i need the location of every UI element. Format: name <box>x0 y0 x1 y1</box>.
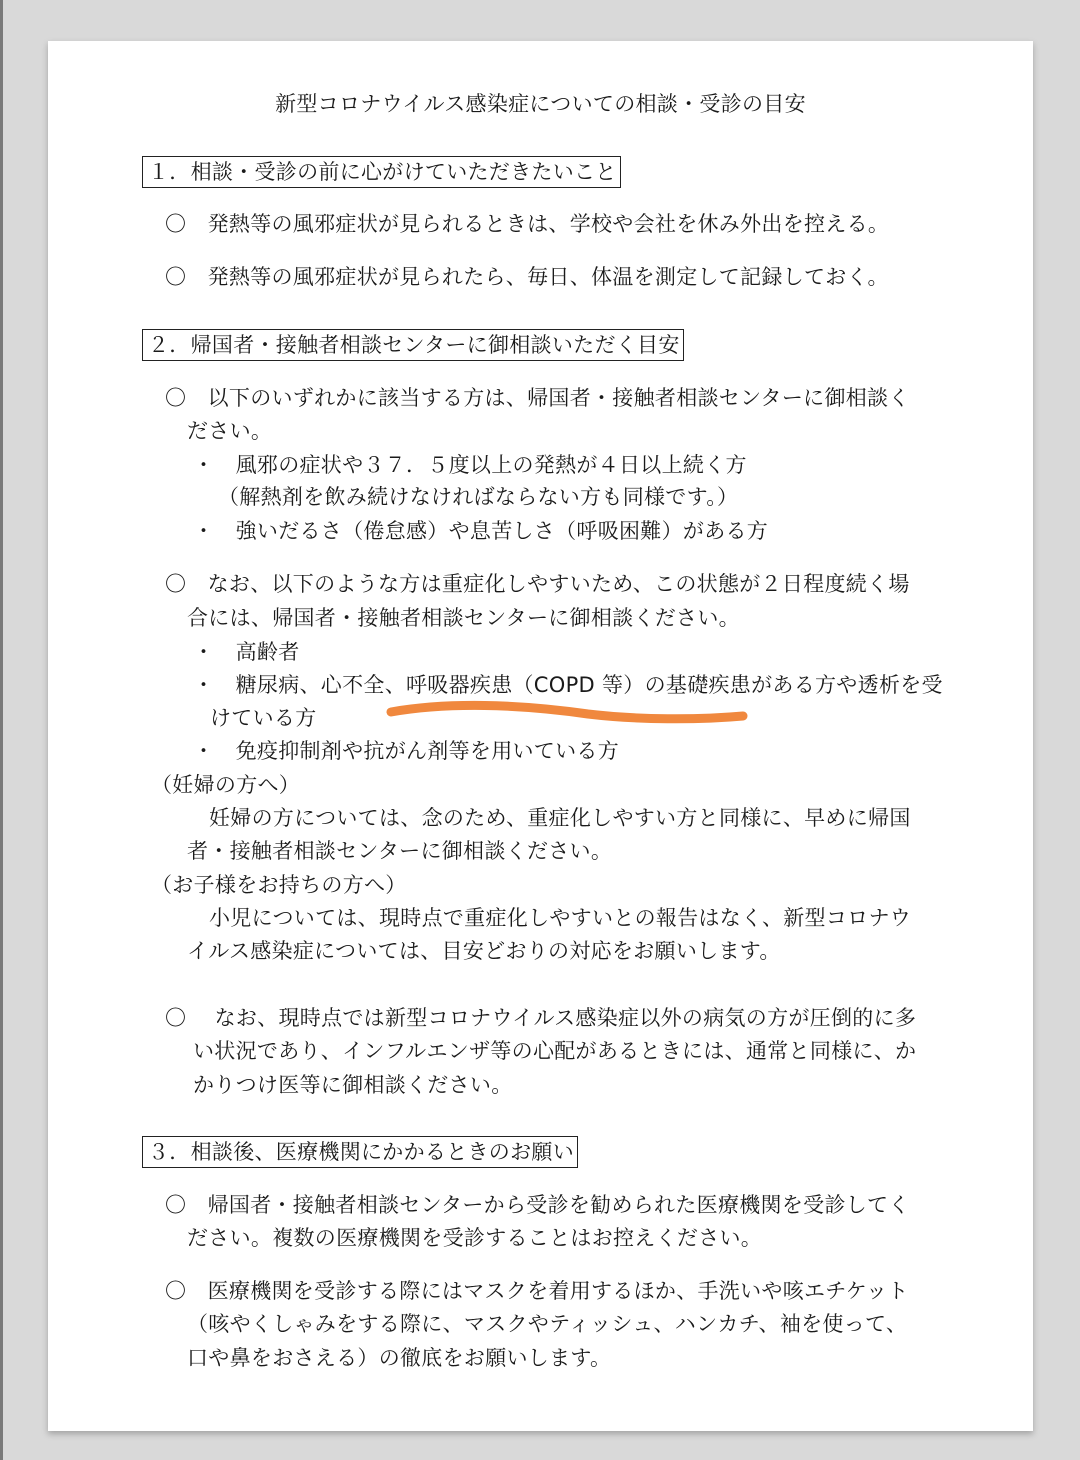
section-2-item-3-line-3: かりつけ医等に御相談ください。 <box>193 1073 513 1097</box>
section-2-item-2-line-1: 〇 なお、以下のような方は重症化しやすいため、この状態が２日程度続く場 <box>165 572 910 596</box>
orange-underline-annotation <box>388 700 748 724</box>
children-line-1: 小児については、現時点で重症化しやすいとの報告はなく、新型コロナウ <box>209 906 912 930</box>
section-2-item-1-line-2: ださい。 <box>187 419 273 443</box>
viewer-left-edge <box>0 0 3 1460</box>
section-3-item-2-line-1: 〇 医療機関を受診する際にはマスクを着用するほか、手洗いや咳エチケット <box>165 1279 909 1303</box>
section-2-item-2-bullet-1: ・ 高齢者 <box>193 640 300 664</box>
section-3-item-1-line-1: 〇 帰国者・接触者相談センターから受診を勧められた医療機関を受診してく <box>165 1193 910 1217</box>
document-page <box>48 41 1033 1431</box>
section-2-item-1-line-1: 〇 以下のいずれかに該当する方は、帰国者・接触者相談センターに御相談く <box>165 386 910 410</box>
section-2-item-3-line-2: い状況であり、インフルエンザ等の心配があるときには、通常と同様に、か <box>193 1039 917 1063</box>
section-2-item-2-bullet-2-cont: けている方 <box>210 706 317 730</box>
section-2-item-1-bullet-2: ・ 強いだるさ（倦怠感）や息苦しさ（呼吸困難）がある方 <box>193 519 769 543</box>
section-2-item-2-bullet-2: ・ 糖尿病、心不全、呼吸器疾患（COPD 等）の基礎疾患がある方や透析を受 <box>193 673 943 697</box>
section-3-heading: ３．相談後、医療機関にかかるときのお願い <box>142 1136 578 1168</box>
section-2-item-1-bullet-1: ・ 風邪の症状や３７．５度以上の発熱が４日以上続く方 <box>193 453 747 477</box>
section-3-item-2-line-3: 口や鼻をおさえる）の徹底をお願いします。 <box>187 1346 612 1370</box>
pregnant-line-1: 妊婦の方については、念のため、重症化しやすい方と同様に、早めに帰国 <box>209 806 911 830</box>
section-2-item-3-line-1: 〇 なお、現時点では新型コロナウイルス感染症以外の病気の方が圧倒的に多 <box>165 1006 917 1030</box>
section-2-item-2-bullet-3: ・ 免疫抑制剤や抗がん剤等を用いている方 <box>193 739 619 763</box>
section-2-heading: ２．帰国者・接触者相談センターに御相談いただく目安 <box>142 329 684 361</box>
children-heading: （お子様をお持ちの方へ） <box>151 873 407 897</box>
section-1-heading: １．相談・受診の前に心がけていただきたいこと <box>142 156 621 188</box>
section-2-item-1-bullet-1-note: （解熱剤を飲み続けなければならない方も同様です。） <box>218 485 739 509</box>
document-title: 新型コロナウイルス感染症についての相談・受診の目安 <box>275 92 806 116</box>
section-1-item-1: 〇 発熱等の風邪症状が見られるときは、学校や会社を休み外出を控える。 <box>165 212 890 236</box>
section-2-item-2-line-2: 合には、帰国者・接触者相談センターに御相談ください。 <box>187 606 740 630</box>
children-line-2: イルス感染症については、目安どおりの対応をお願いします。 <box>187 939 781 963</box>
section-3-item-2-line-2: （咳やくしゃみをする際に、マスクやティッシュ、ハンカチ、袖を使って、 <box>187 1312 908 1336</box>
section-3-item-1-line-2: ださい。複数の医療機関を受診することはお控えください。 <box>187 1226 763 1250</box>
section-1-item-2: 〇 発熱等の風邪症状が見られたら、毎日、体温を測定して記録しておく。 <box>165 265 889 289</box>
pregnant-heading: （妊婦の方へ） <box>151 773 301 797</box>
pregnant-line-2: 者・接触者相談センターに御相談ください。 <box>187 839 613 863</box>
